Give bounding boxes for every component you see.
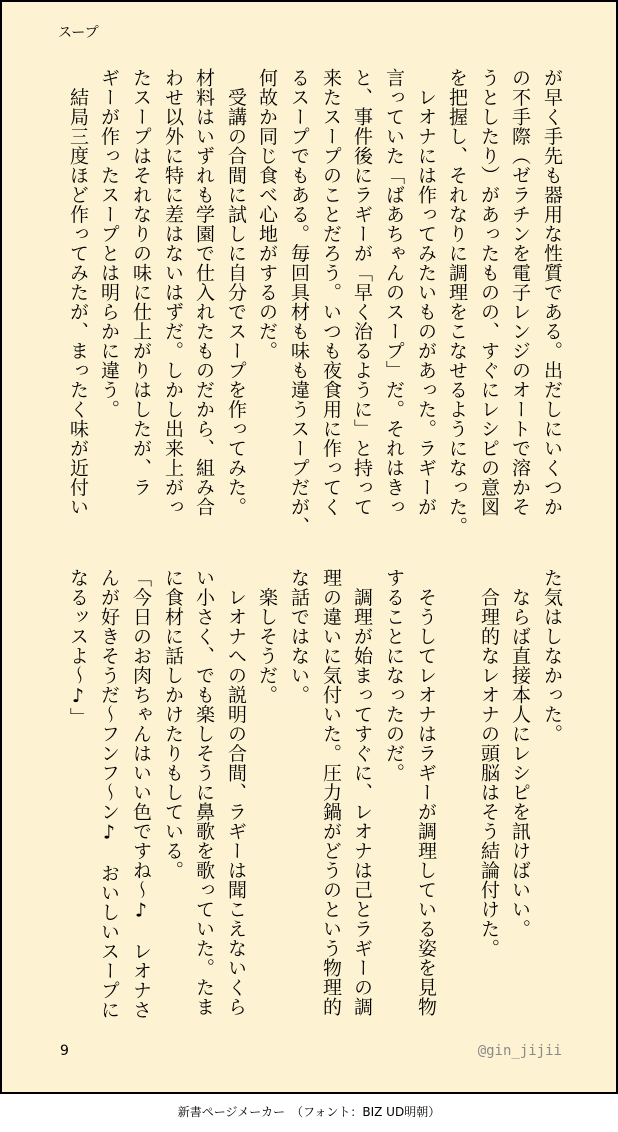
- text-column: い小さく、でも楽しそうに鼻歌を歌っていた。たま: [193, 568, 215, 1017]
- text-column: んが好きそうだ～フンフ～ン♪ おいしいスープに: [98, 568, 120, 1020]
- chapter-title: スープ: [58, 25, 99, 41]
- text-column: ならば直接本人にレシピを訊けばいい。: [509, 568, 531, 939]
- text-column: の不手際（ゼラチンを電子レンジのオートで溶かそ: [509, 68, 531, 517]
- text-column: 何故か同じ食べ心地がするのだ。: [256, 68, 278, 361]
- text-column: 合理的なレオナの頭脳はそう結論付けた。: [478, 568, 500, 958]
- text-column: わせ以外に特に差はないはずだ。しかし出来上がっ: [162, 68, 184, 517]
- text-column: た気はしなかった。: [541, 568, 563, 744]
- text-column: ギーが作ったスープとは明らかに違う。: [98, 68, 120, 419]
- text-column: な話ではない。: [288, 568, 310, 705]
- text-column: 来たスープのことだろう。いつも夜食用に作ってく: [320, 68, 342, 517]
- text-column: るスープでもある。毎回具材も味も違うスープだが、: [288, 68, 310, 536]
- text-column: 結局三度ほど作ってみたが、まったく味が近付い: [67, 68, 89, 517]
- text-column: レオナには作ってみたいものがあった。ラギーが: [415, 68, 437, 517]
- text-column: たスープはそれなりの味に仕上がりはしたが、ラ: [130, 68, 152, 497]
- text-column: と、事件後にラギーが「早く治るように」と持って: [351, 68, 373, 517]
- footer-caption: 新書ページメーカー （フォント：BIZ UD明朝）: [177, 1105, 441, 1119]
- text-column: うとしたり）があったものの、すぐにレシピの意図: [478, 68, 500, 517]
- text-column: 楽しそうだ。: [256, 568, 278, 705]
- text-column: 材料はいずれも学園で仕入れたものだから、組み合: [193, 68, 215, 517]
- text-column: 「今日のお肉ちゃんはいい色ですね～♪ レオナさ: [130, 568, 152, 1020]
- text-column: を把握し、それなりに調理をこなせるようになった。: [446, 68, 468, 536]
- text-column: そうしてレオナはラギーが調理している姿を見物: [415, 568, 437, 1017]
- text-column: なるッスよ～♪」: [67, 568, 89, 727]
- text-column: 理の違いに気付いた。圧力鍋がどうのという物理的: [320, 568, 342, 1017]
- text-column: することになったのだ。: [383, 568, 405, 783]
- text-column: 言っていた「ばあちゃんのスープ」だ。それはきっ: [383, 68, 405, 517]
- text-column: レオナへの説明の合間、ラギーは聞こえないくら: [225, 568, 247, 1017]
- text-column: 受講の合間に試しに自分でスープを作ってみた。: [225, 68, 247, 517]
- page-number: 9: [60, 1043, 69, 1059]
- text-column: に食材に話しかけたりもしている。: [162, 568, 184, 880]
- text-column: 調理が始まってすぐに、レオナは己とラギーの調: [351, 568, 373, 1017]
- author-handle: @gin_jijii: [477, 1043, 562, 1059]
- text-column: が早く手先も器用な性質である。出だしにいくつか: [541, 68, 563, 517]
